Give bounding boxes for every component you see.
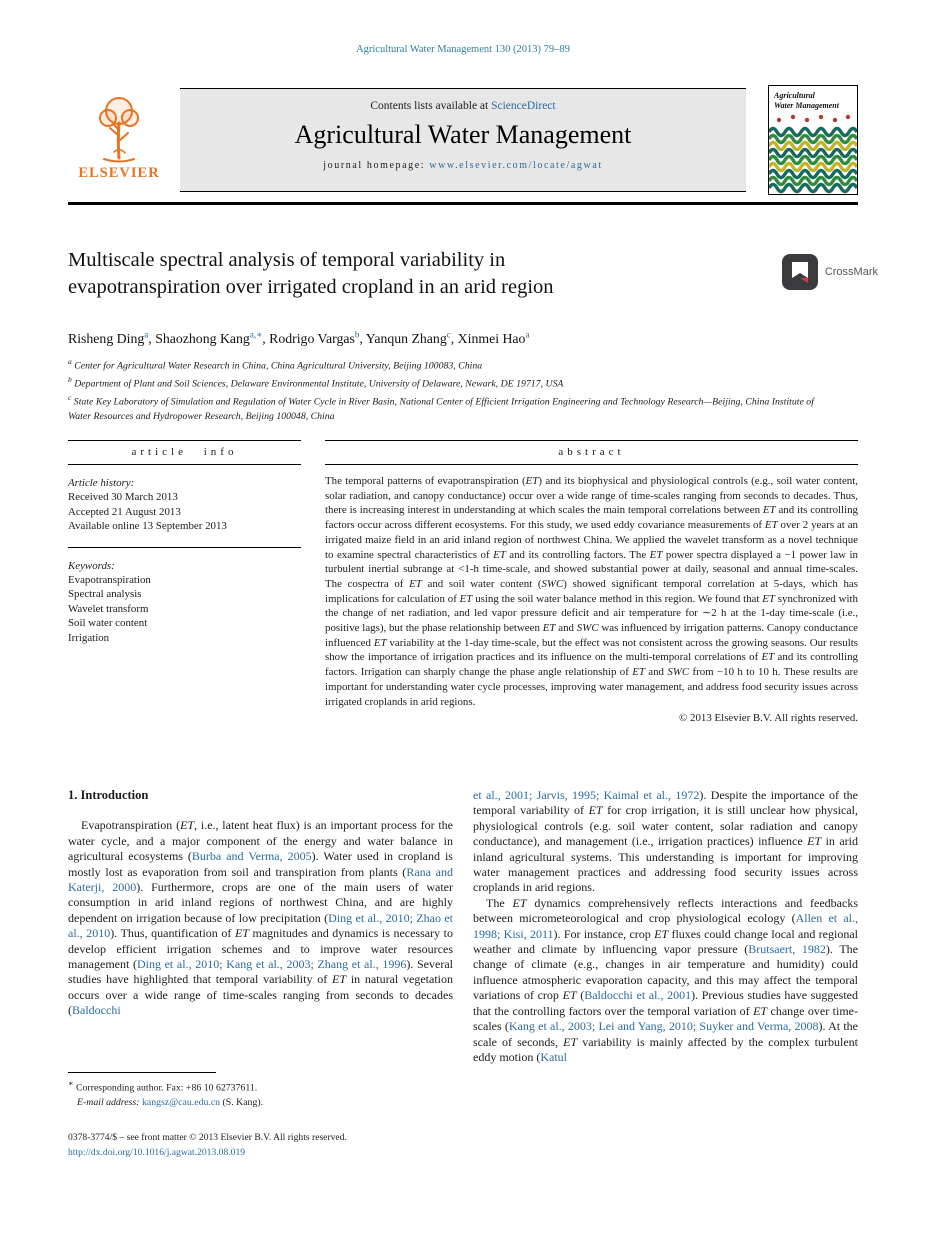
crossmark-label: CrossMark xyxy=(824,266,878,278)
footnote-rule xyxy=(68,1072,216,1073)
paragraph: The ET dynamics comprehensively reflects interactions and feedbacks between micrometeorological and crop physiological ecology (Allen et al., 1998; Kisi, 2011). For instance, crop ET fluxes could change local and regional weather and climate by influencing vapor pressure (Brutsaert, 1982). The change of climate (e.g., changes in air temperature and humidity) could influence atmospheric evaporation capacity, and this may affect the temporal variations of crop ET (Baldocchi et al., 2001). Previous studies have suggested that the controlling factors over the temporal variation of ET change over time-scales (Kang et al., 2003; Lei and Yang, 2010; Suyker and Verma, 2008). At the scale of seconds, ET variability is mainly affected by the complex turbulent eddy motion (Katul xyxy=(473,895,859,1064)
sciencedirect-link[interactable]: ScienceDirect xyxy=(491,100,556,112)
body-left-column xyxy=(68,788,453,1019)
paragraph: et al., 2001; Jarvis, 1995; Kaimal et al., 1972). Despite the importance of the temporal variability of ET for crop irrigation, it is still unclear how physical, physiological controls (e.g. soil water content, solar radiation and canopy conductance), and management (i.e., irrigation practices) influence ET in arid inland agricultural systems. This understanding is important for improving water management practices and addressing food security issues across croplands in arid regions. xyxy=(473,788,859,895)
author: Risheng Ding$^a$, xyxy=(68,329,156,346)
contents-line xyxy=(180,100,746,112)
affiliation: $^b$ Department of Plant and Soil Sciences, Delaware Environmental Institute, University of Delaware, Newark, DE 19717, USA xyxy=(68,374,564,390)
elsevier-wordmark: ELSEVIER xyxy=(78,165,160,181)
rule xyxy=(325,464,858,465)
paragraph: Evapotranspiration (ET, i.e., latent heat flux) is an important process for the water cycle, and a major component of the energy and water balance in agricultural ecosystems (Burba and Verma, 2005). Water used in cropland is mostly lost as evaporation from soil and transpiration from plants (Rana and Katerji, 2000). Furthermore, crops are one of the main users of water consumption in arid inland regions of northwest China, and are highly dependent on irrigation because of low precipitation (Ding et al., 2010; Zhao et al., 2010). Thus, quantification of ET magnitudes and dynamics is necessary to develop efficient irrigation schemes and to improve water resources management (Ding et al., 2010; Kang et al., 2003; Zhang et al., 1996). Several studies have highlighted that temporal variability of ET in natural vegetation occurs over a wide range of time-scales ranging from seconds to decades (Baldocchi xyxy=(68,818,453,1018)
email-link[interactable]: kangsz@cau.edu.cn xyxy=(141,1096,221,1108)
homepage-prefix: journal homepage: xyxy=(323,160,430,171)
header-rule xyxy=(68,202,858,205)
affiliation: $^a$ Center for Agricultural Water Research in China, China Agricultural University, Beijing 100083, China xyxy=(68,357,483,372)
citation-link[interactable]: Allen et al., 1998; Kisi, 2011 xyxy=(473,911,859,941)
author: Xinmei Hao$^a$ xyxy=(457,329,530,346)
crossmark-badge[interactable] xyxy=(781,253,878,291)
footnote xyxy=(68,1072,453,1111)
journal-title: Agricultural Water Management xyxy=(294,120,632,149)
author: Rodrigo Vargas$^b$, xyxy=(269,329,366,346)
article-history-block xyxy=(68,465,301,547)
elsevier-logo xyxy=(68,90,170,182)
keywords-list xyxy=(68,573,301,645)
doi-link[interactable]: http://dx.doi.org/10.1016/j.agwat.2013.08.019 xyxy=(68,1146,246,1158)
affiliation: $^c$ State Key Laboratory of Simulation and Regulation of Water Cycle in River Basin, National Center of Efficient Irrigation Engineering and Technology Research—Beijing, China Institute of Water Resources and Hydropower Research, Beijing 100048, China xyxy=(68,392,814,422)
journal-cover-thumbnail xyxy=(768,85,858,195)
article-info-heading: article info xyxy=(131,446,238,458)
article-history-label: Article history: xyxy=(68,477,135,489)
list-item: Evapotranspiration xyxy=(68,574,151,587)
homepage-line xyxy=(180,160,746,171)
elsevier-tree-icon xyxy=(87,90,151,164)
list-item: Spectral analysis xyxy=(68,588,142,601)
journal-homepage-link[interactable]: www.elsevier.com/locate/agwat xyxy=(429,160,603,171)
journal-cover-art xyxy=(769,86,857,194)
article-info-section xyxy=(68,440,301,658)
footer xyxy=(68,1131,347,1161)
intro-right-paragraphs xyxy=(473,788,858,1065)
cover-title-line1: Agricultural xyxy=(774,91,815,100)
section-heading-introduction: 1. Introduction xyxy=(68,788,149,802)
author: Shaozhong Kang$^{a,∗}$, xyxy=(155,329,270,346)
journal-citation: Agricultural Water Management 130 (2013) 79–89 xyxy=(356,44,570,55)
abstract-section xyxy=(325,440,858,724)
citation-link[interactable]: Brutsaert, 1982 xyxy=(748,942,826,957)
journal-banner xyxy=(180,88,746,192)
journal-header xyxy=(68,88,858,200)
footnote-star: ∗ xyxy=(68,1079,74,1088)
abstract-text: The temporal patterns of evapotranspiration (ET) and its biophysical and physiological controls (e.g., soil water content, solar radiation, and canopy conductance) occur over a wide range of time-scales ranging from seconds to decades. Thus, there is increasing interest in understanding at which scales the main temporal correlations between ET and its controlling factors occur across different ecosystems. For this study, we used eddy covariance measurements of ET over 2 years at an irrigated maize field in an arid inland region of northwest China. We applied the wavelet transform as a novel technique to examine spectral characteristics of ET and its controlling factors. The ET power spectra displayed a −1 power law in turbulent inertial subrange at <1-h time-scale, and showed substantial power at daily, seasonal and annual time-scales. The cospectra of ET and soil water content (SWC) showed significant temporal correlation at 5-days, which has implications for calculation of ET using the soil water balance method in this region. We found that ET synchronized with the change of net radiation, and led vapor pressure deficit and air temperature for ∼2 h at the 1-day time-scale (i.e., positive lags), but the phase relationship between ET and SWC was influenced by irrigation patterns. Canopy conductance influenced ET variability at the 1-day time-scale, but the effect was not consistent across the growing seasons. Our results show the importance of irrigation practices and its influence on the multi-temporal correlations of ET and its controlling factors. Irrigation can sharply change the phase angle relationship of ET and SWC from −10 h to 10 h. These results are important for understanding water cycle processes, improving water management, and address food security issues across irrigated croplands in arid regions. xyxy=(325,475,859,708)
article-title xyxy=(68,247,740,302)
article-history-list xyxy=(68,490,301,533)
list-item: Wavelet transform xyxy=(68,602,149,615)
citation-link[interactable]: Rana and Katerji, 2000 xyxy=(68,864,453,895)
authors-line xyxy=(68,329,529,347)
abstract-heading: abstract xyxy=(558,446,625,458)
contents-prefix: Contents lists available at xyxy=(370,100,492,112)
citation-link[interactable]: Baldocchi et al., 2001 xyxy=(584,988,692,1003)
keywords-block xyxy=(68,548,301,658)
list-item: Irrigation xyxy=(68,631,110,644)
abstract-copyright: © 2013 Elsevier B.V. All rights reserved. xyxy=(679,712,858,725)
issn-line: 0378-3774/$ – see front matter © 2013 Elsevier B.V. All rights reserved. xyxy=(68,1132,347,1143)
list-item: Received 30 March 2013 xyxy=(68,491,178,504)
email-note xyxy=(68,1096,453,1111)
citation-link[interactable]: Baldocchi xyxy=(72,1003,121,1018)
corresponding-author-note xyxy=(68,1078,453,1096)
email-label: E-mail address: xyxy=(77,1096,140,1108)
keywords-label: Keywords: xyxy=(68,559,115,572)
author: Yanqun Zhang$^c$, xyxy=(365,329,458,346)
body-right-column xyxy=(473,788,858,1065)
citation-link[interactable]: Ding et al., 2010; Zhao et al., 2010 xyxy=(68,910,453,941)
citation-link[interactable]: Kang et al., 2003; Lei and Yang, 2010; Suyker and Verma, 2008 xyxy=(508,1019,819,1034)
crossmark-icon xyxy=(781,253,819,291)
citation-link[interactable]: et al., 2001; Jarvis, 1995; Kaimal et al., 1972 xyxy=(473,788,700,802)
affiliations xyxy=(68,356,820,425)
list-item: Available online 13 September 2013 xyxy=(68,520,227,533)
title-line1: Multiscale spectral analysis of temporal variability in xyxy=(68,249,506,271)
title-line2: evapotranspiration over irrigated cropland in an arid region xyxy=(68,276,554,299)
intro-left-paragraphs xyxy=(68,818,453,1018)
email-suffix: (S. Kang). xyxy=(220,1096,264,1108)
cover-title-line2: Water Management xyxy=(774,101,839,110)
citation-link[interactable]: Katul xyxy=(540,1049,567,1064)
corresponding-text: Corresponding author. Fax: +86 10 62737611. xyxy=(76,1082,258,1094)
citation-link[interactable]: Burba and Verma, 2005 xyxy=(191,849,312,864)
citation-link[interactable]: Ding et al., 2010; Kang et al., 2003; Zhang et al., 1996 xyxy=(136,957,407,972)
list-item: Accepted 21 August 2013 xyxy=(68,505,181,518)
list-item: Soil water content xyxy=(68,617,148,630)
